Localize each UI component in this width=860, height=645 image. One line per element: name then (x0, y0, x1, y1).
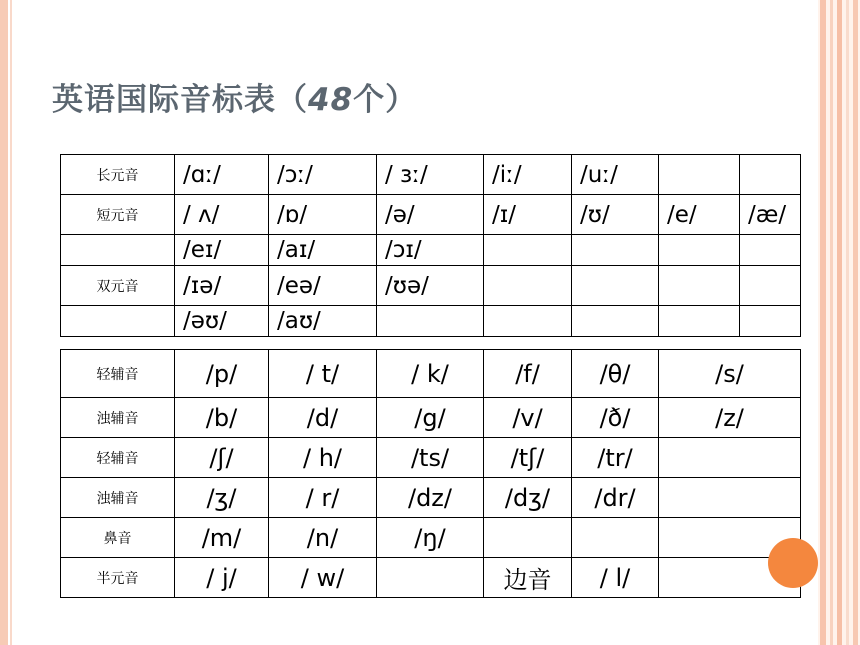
phoneme-cell (740, 306, 801, 337)
phoneme-cell: /ʊ/ (572, 195, 659, 235)
phoneme-cell: / w/ (269, 558, 377, 598)
phoneme-cell: /f/ (484, 350, 572, 398)
vowel-row-short (61, 195, 801, 235)
phoneme-cell (572, 518, 659, 558)
phoneme-cell (659, 266, 740, 306)
phoneme-cell: / ʌ/ (175, 195, 269, 235)
phoneme-cell (484, 518, 572, 558)
row-label: 轻辅音 (61, 350, 175, 398)
phoneme-cell: /aɪ/ (269, 235, 377, 266)
right-decor-stripes (818, 0, 860, 645)
phoneme-cell: /p/ (175, 350, 269, 398)
row-label: 半元音 (61, 558, 175, 598)
phoneme-cell: /θ/ (572, 350, 659, 398)
phoneme-cell: / t/ (269, 350, 377, 398)
consonant-row-semivowel (61, 558, 801, 598)
consonant-row-voiced-1 (61, 398, 801, 438)
phoneme-cell: /dr/ (572, 478, 659, 518)
phoneme-cell: / h/ (269, 438, 377, 478)
title-main: 英语国际音标表（ (52, 82, 308, 118)
phoneme-cell: /tr/ (572, 438, 659, 478)
phoneme-cell: /æ/ (740, 195, 801, 235)
phoneme-cell (740, 155, 801, 195)
phoneme-cell: /əʊ/ (175, 306, 269, 337)
phoneme-cell: /v/ (484, 398, 572, 438)
phoneme-cell: /ð/ (572, 398, 659, 438)
phoneme-cell (572, 266, 659, 306)
phoneme-cell (484, 235, 572, 266)
phoneme-cell: /ʒ/ (175, 478, 269, 518)
phoneme-cell: /n/ (269, 518, 377, 558)
consonant-table (60, 349, 801, 598)
phoneme-cell: /dz/ (377, 478, 484, 518)
phoneme-cell (659, 478, 801, 518)
phoneme-cell: /b/ (175, 398, 269, 438)
row-label: 短元音 (61, 195, 175, 235)
phoneme-cell: /ɑː/ (175, 155, 269, 195)
phoneme-cell: /ɪə/ (175, 266, 269, 306)
left-decor-border (0, 0, 8, 645)
row-label (61, 306, 175, 337)
consonant-row-voiceless-2 (61, 438, 801, 478)
consonant-row-voiced-2 (61, 478, 801, 518)
phoneme-cell: /ɔː/ (269, 155, 377, 195)
phoneme-cell: /uː/ (572, 155, 659, 195)
phoneme-cell: / k/ (377, 350, 484, 398)
phoneme-cell: /eɪ/ (175, 235, 269, 266)
phoneme-cell (572, 235, 659, 266)
vowel-table (60, 154, 801, 337)
phoneme-cell (659, 155, 740, 195)
row-label: 浊辅音 (61, 478, 175, 518)
phoneme-cell (377, 558, 484, 598)
phoneme-cell: /ŋ/ (377, 518, 484, 558)
vowel-row-diphthong-3 (61, 306, 801, 337)
page-title (52, 74, 417, 119)
phoneme-cell: /ts/ (377, 438, 484, 478)
phoneme-cell: /tʃ/ (484, 438, 572, 478)
phoneme-cell (659, 438, 801, 478)
row-label: 鼻音 (61, 518, 175, 558)
title-suffix: 个） (353, 82, 418, 118)
phoneme-cell: /ə/ (377, 195, 484, 235)
phoneme-cell: /m/ (175, 518, 269, 558)
row-label: 浊辅音 (61, 398, 175, 438)
phoneme-cell (572, 306, 659, 337)
phoneme-cell (659, 306, 740, 337)
phoneme-cell: /s/ (659, 350, 801, 398)
phoneme-cell: / l/ (572, 558, 659, 598)
phoneme-cell: /ʃ/ (175, 438, 269, 478)
phoneme-cell: /ɔɪ/ (377, 235, 484, 266)
phoneme-cell (740, 266, 801, 306)
vowel-row-diphthong-2 (61, 266, 801, 306)
phoneme-cell: / r/ (269, 478, 377, 518)
phoneme-cell: /z/ (659, 398, 801, 438)
phoneme-cell: /dʒ/ (484, 478, 572, 518)
phoneme-cell: / j/ (175, 558, 269, 598)
phoneme-cell (484, 266, 572, 306)
phoneme-cell: /g/ (377, 398, 484, 438)
accent-circle-icon (768, 538, 818, 588)
left-decor-line (10, 0, 12, 645)
phoneme-cell: /d/ (269, 398, 377, 438)
phoneme-cell (659, 235, 740, 266)
phoneme-cell: /aʊ/ (269, 306, 377, 337)
phoneme-cell: /eə/ (269, 266, 377, 306)
phoneme-cell (484, 306, 572, 337)
phoneme-cell: /e/ (659, 195, 740, 235)
phoneme-cell: /ʊə/ (377, 266, 484, 306)
consonant-row-voiceless-1 (61, 350, 801, 398)
phoneme-cell: / ɜː/ (377, 155, 484, 195)
phoneme-cell (740, 235, 801, 266)
row-label: 轻辅音 (61, 438, 175, 478)
row-label: 长元音 (61, 155, 175, 195)
phoneme-cell: /iː/ (484, 155, 572, 195)
row-label (61, 235, 175, 266)
vowel-row-long (61, 155, 801, 195)
vowel-row-diphthong-1 (61, 235, 801, 266)
lateral-label-cell: 边音 (484, 558, 572, 598)
phoneme-cell: /ɒ/ (269, 195, 377, 235)
phoneme-cell (377, 306, 484, 337)
title-count: 48 (308, 82, 354, 118)
phoneme-cell: /ɪ/ (484, 195, 572, 235)
consonant-row-nasal (61, 518, 801, 558)
row-label: 双元音 (61, 266, 175, 306)
